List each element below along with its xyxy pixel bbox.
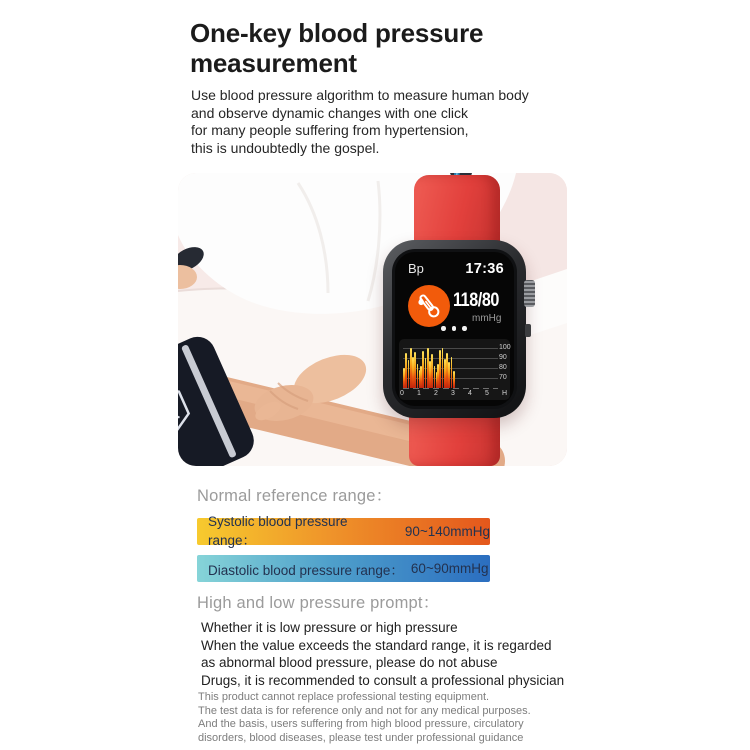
disclaimer-line: The test data is for reference only and not for any medical purposes. bbox=[198, 704, 531, 717]
chart-y-tick: 70 bbox=[499, 374, 507, 381]
watch-status-bar bbox=[408, 261, 504, 277]
diastolic-range-bar bbox=[197, 555, 490, 582]
chart-bar bbox=[422, 351, 424, 388]
intro-line: Use blood pressure algorithm to measure human body bbox=[191, 87, 529, 103]
watch-crown-button bbox=[524, 280, 535, 307]
chart-bar bbox=[408, 360, 410, 388]
intro-line: for many people suffering from hypertension, bbox=[191, 122, 469, 138]
bp-unit: mmHg bbox=[472, 313, 502, 324]
diastolic-range-label: Diastolic blood pressure range： bbox=[208, 562, 404, 578]
prompt-line: Whether it is low pressure or high pressure bbox=[201, 620, 458, 635]
chart-bar-cluster bbox=[437, 348, 455, 388]
diastolic-range-value: 60~90mmHg bbox=[410, 561, 489, 576]
watch-strap-top bbox=[414, 175, 500, 247]
smartwatch bbox=[178, 173, 567, 466]
chart-x-tick: 2 bbox=[434, 390, 438, 397]
disclaimer-text bbox=[198, 691, 531, 745]
watch-time: 17:36 bbox=[465, 261, 504, 277]
systolic-range-label: Systolic blood pressure range： bbox=[208, 514, 348, 548]
chart-bar bbox=[448, 362, 450, 388]
intro-line: this is undoubtedly the gospel. bbox=[191, 139, 380, 156]
chart-bar bbox=[442, 348, 444, 388]
chart-bar bbox=[431, 354, 433, 388]
chart-x-tick: 3 bbox=[451, 390, 455, 397]
chart-x-tick: 0 bbox=[400, 390, 404, 397]
disclaimer-line: disorders, blood diseases, please test under professional guidance bbox=[198, 731, 524, 744]
chart-baseline bbox=[403, 388, 498, 389]
systolic-range-value: 90~140mmHg bbox=[404, 524, 490, 539]
prompt-line: as abnormal blood pressure, please do not abuse bbox=[201, 655, 498, 671]
chart-y-tick: 100 bbox=[499, 344, 511, 351]
page-title: One-key blood pressure measurement bbox=[190, 18, 484, 79]
watch-strap-bottom bbox=[409, 413, 500, 466]
chart-bar bbox=[439, 350, 441, 388]
chart-bar bbox=[453, 371, 455, 388]
chart-x-tick: 4 bbox=[468, 390, 472, 397]
chart-bar bbox=[405, 353, 407, 388]
reference-heading: Normal reference range： bbox=[197, 487, 393, 505]
bp-value: 118/80 bbox=[453, 290, 499, 311]
watch-app-label: Bp bbox=[408, 261, 424, 276]
chart-x-tick: 1 bbox=[417, 390, 421, 397]
prompt-line: Drugs, it is recommended to consult a professional physician bbox=[201, 672, 565, 688]
watch-screen bbox=[395, 252, 514, 406]
chart-bar bbox=[425, 358, 427, 388]
chart-y-tick: 90 bbox=[499, 354, 507, 361]
chart-x-tick: 5 bbox=[485, 390, 489, 397]
chart-y-tick: 80 bbox=[499, 364, 507, 371]
chart-bar-cluster bbox=[420, 348, 438, 388]
chart-x-tick: H bbox=[502, 390, 508, 397]
pagination-dots bbox=[441, 326, 467, 331]
disclaimer-line: This product cannot replace professional testing equipment. bbox=[198, 691, 490, 703]
prompt-text bbox=[201, 619, 564, 689]
prompt-heading: High and low pressure prompt： bbox=[197, 594, 440, 612]
blood-pressure-icon bbox=[408, 285, 450, 327]
prompt-line: When the value exceeds the standard range, it is regarded bbox=[201, 637, 552, 653]
intro-text bbox=[191, 87, 529, 157]
watch-side-button bbox=[525, 324, 531, 337]
disclaimer-line: And the basis, users suffering from high blood pressure, circulatory bbox=[198, 718, 524, 731]
doctor-measurement-photo bbox=[178, 173, 567, 466]
intro-line: and observe dynamic changes with one click bbox=[191, 104, 469, 121]
chart-bar bbox=[414, 352, 416, 388]
chart-bar-cluster bbox=[403, 348, 421, 388]
bp-history-chart bbox=[399, 339, 510, 400]
watch-case bbox=[383, 240, 526, 418]
systolic-range-bar bbox=[197, 514, 490, 548]
